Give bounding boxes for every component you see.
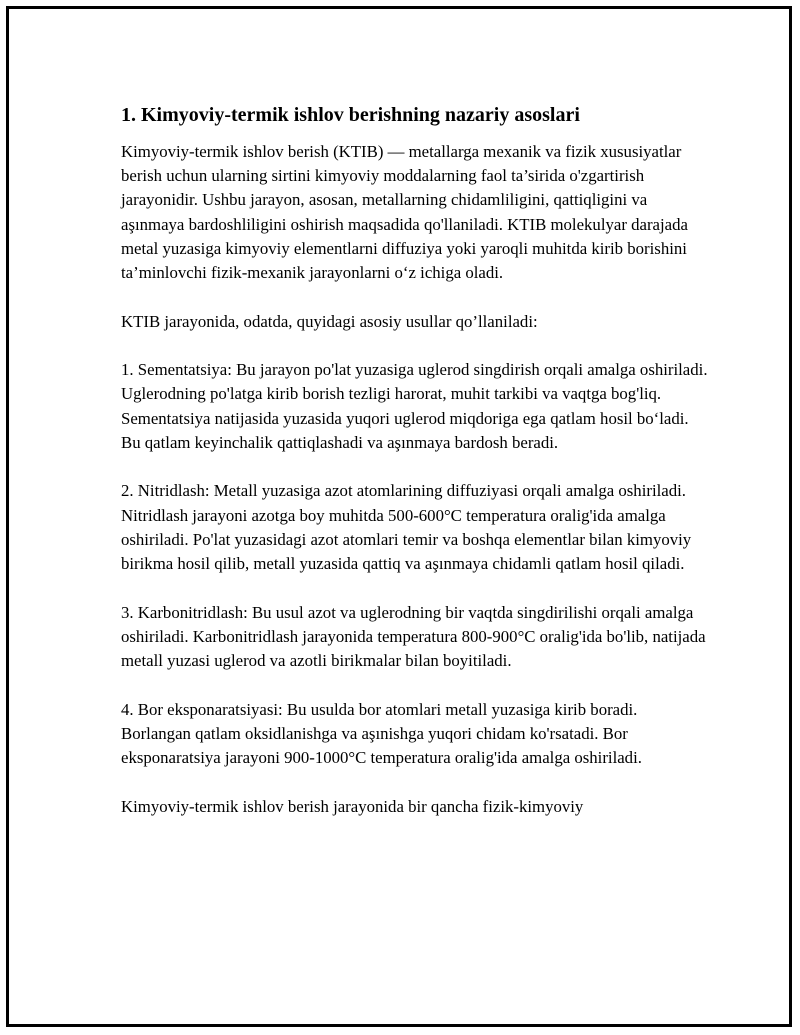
paragraph-sementatsiya: 1. Sementatsiya: Bu jarayon po'lat yuzasiga uglerod singdirish orqali amalga oshiriladi. Uglerodning po'latga kirib borish tezligi harorat, muhit tarkibi va vaqtga bog'liq. Sementatsiya natijasida yuzasida yuqori uglerod miqdoriga ega qatlam hosil bo‘ladi. Bu qatlam keyinchalik qattiqlashadi va aşınmaya bardosh beradi. (121, 360, 708, 452)
paragraph-methods-lead: KTIB jarayonida, odatda, quyidagi asosiy usullar qo’llaniladi: (121, 311, 538, 331)
page-frame (6, 6, 792, 1027)
paragraph-bor-eksponaratsiyasi: 4. Bor eksponaratsiyasi: Bu usulda bor atomlari metall yuzasiga kirib boradi. Borlangan qatlam oksidlanishga va aşınishga yuqori chidam ko'rsatadi. Bor eksponaratsiya jarayoni 900-1000°C temperatura oralig'ida amalga oshiriladi. (121, 699, 642, 768)
paragraph-closing: Kimyoviy-termik ishlov berish jarayonida bir qancha fizik-kimyoviy (121, 796, 584, 816)
document-body (121, 103, 711, 819)
paragraph-karbonitridlash: 3. Karbonitridlash: Bu usul azot va uglerodning bir vaqtda singdirilishi orqali amalga oshiriladi. Karbonitridlash jarayonida temperatura 800-900°C oralig'ida bo'lib, natijada metall yuzasi uglerod va azotli birikmalar bilan boyitiladi. (121, 602, 706, 671)
paragraph-nitridlash: 2. Nitridlash: Metall yuzasiga azot atomlarining diffuziyasi orqali amalga oshiriladi. Nitridlash jarayoni azotga boy muhitda 500-600°C temperatura oralig'ida amalga oshiriladi. Po'lat yuzasidagi azot atomlari temir va boshqa elementlar bilan kimyoviy birikma hosil qilib, metall yuzasida qattiq va aşınmaya chidamli qatlam hosil qiladi. (121, 481, 692, 574)
document-title: 1. Kimyoviy-termik ishlov berishning nazariy asoslari (121, 104, 580, 126)
paragraph-intro: Kimyoviy-termik ishlov berish (KTIB) — metallarga mexanik va fizik xususiyatlar berish uchun ularning sirtini kimyoviy moddalarning faol ta’sirida o'zgartirish jarayonidir. Ushbu jarayon, asosan, metallarning chidamliligini, qattiqligini va aşınmaya bardoshliligini oshirish maqsadida qo'llaniladi. KTIB molekulyar darajada metal yuzasiga kimyoviy elementlarni diffuziya yoki yaroqli muhitda kirib borishini ta’minlovchi fizik-mexanik jarayonlarni o‘z ichiga oladi. (121, 142, 688, 283)
